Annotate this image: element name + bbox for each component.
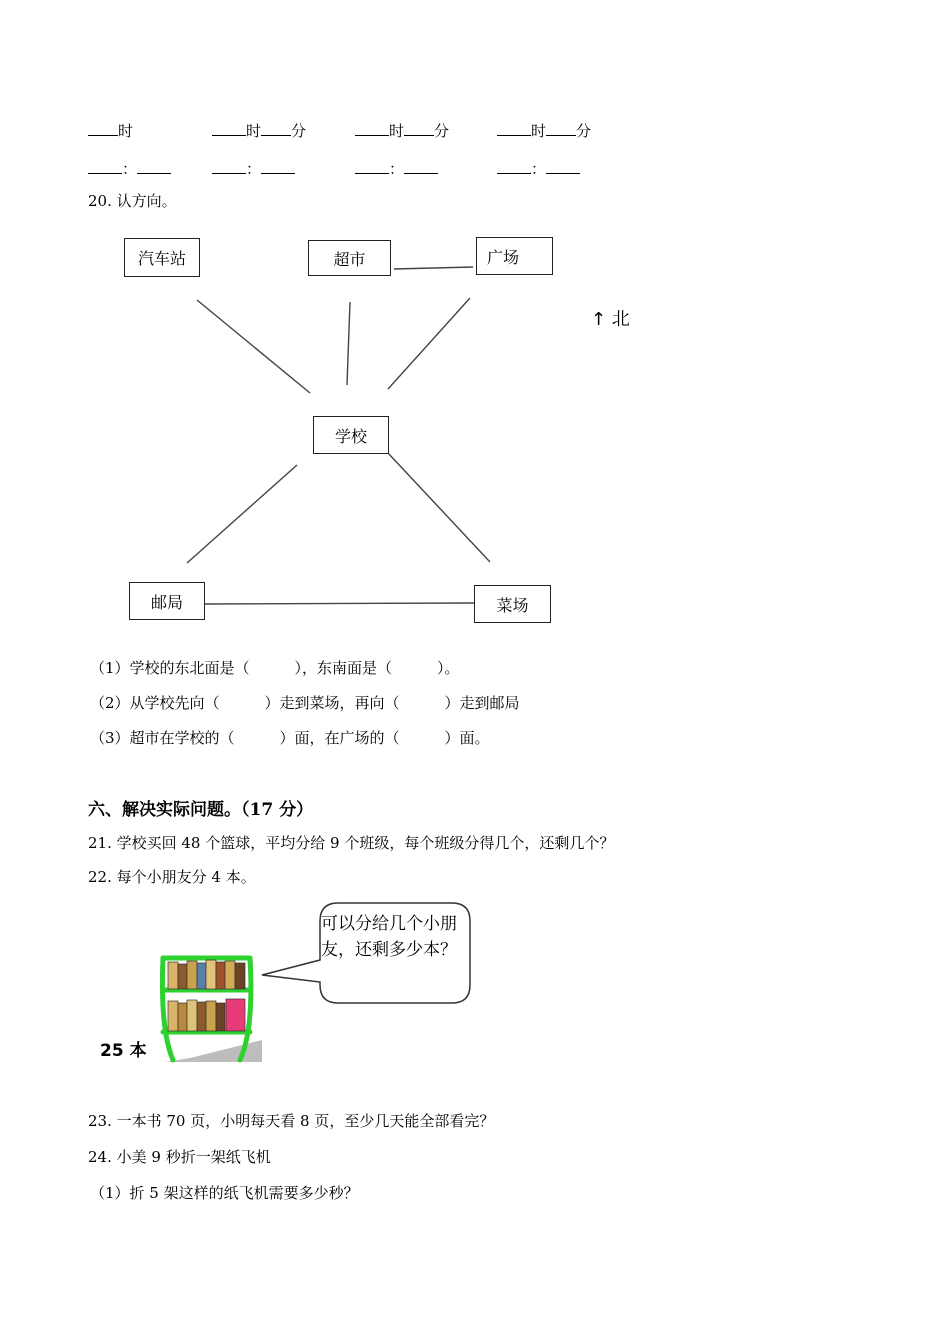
- question-24-sub1: （1）折 5 架这样的纸飞机需要多少秒？: [90, 1184, 359, 1202]
- unit-minute: 分: [434, 122, 450, 140]
- map-box-post-office: 邮局: [129, 582, 205, 620]
- question-20-sub3: （3）超市在学校的（ ）面，在广场的（ ）面。: [90, 729, 490, 747]
- books-count-label: 25 本: [100, 1041, 147, 1061]
- speech-bubble-text: 可以分给几个小朋友，还剩多少本？: [321, 914, 457, 960]
- question-23: 23. 一本书 70 页，小明每天看 8 页，至少几天能全部看完？: [88, 1112, 495, 1130]
- colon: ：: [246, 160, 262, 178]
- colon: ：: [389, 160, 405, 178]
- unit-hour: 时: [118, 122, 134, 140]
- map-box-school: 学校: [313, 416, 389, 454]
- map-box-square: 广场: [476, 237, 553, 275]
- unit-hour: 时: [246, 122, 262, 140]
- colon: ：: [531, 160, 547, 178]
- map-box-bus-station: 汽车站: [124, 238, 200, 277]
- question-20-title: 20. 认方向。: [88, 192, 177, 210]
- question-20-sub1: （1）学校的东北面是（ ），东南面是（ ）。: [90, 659, 460, 677]
- unit-minute: 分: [576, 122, 592, 140]
- question-21: 21. 学校买回 48 个篮球，平均分给 9 个班级，每个班级分得几个，还剩几个？: [88, 834, 615, 852]
- unit-hour: 时: [389, 122, 405, 140]
- colon: ：: [122, 160, 138, 178]
- map-box-supermarket: 超市: [308, 240, 391, 276]
- question-24-title: 24. 小美 9 秒折一架纸飞机: [88, 1148, 271, 1166]
- question-20-sub2: （2）从学校先向（ ）走到菜场，再向（ ）走到邮局: [90, 694, 520, 712]
- unit-minute: 分: [291, 122, 307, 140]
- unit-hour: 时: [531, 122, 547, 140]
- section-6-heading: 六、解决实际问题。（17 分）: [88, 800, 314, 820]
- map-box-vegetable-market: 菜场: [474, 585, 551, 623]
- question-22-title: 22. 每个小朋友分 4 本。: [88, 868, 256, 886]
- north-indicator: ↑ 北: [591, 309, 630, 330]
